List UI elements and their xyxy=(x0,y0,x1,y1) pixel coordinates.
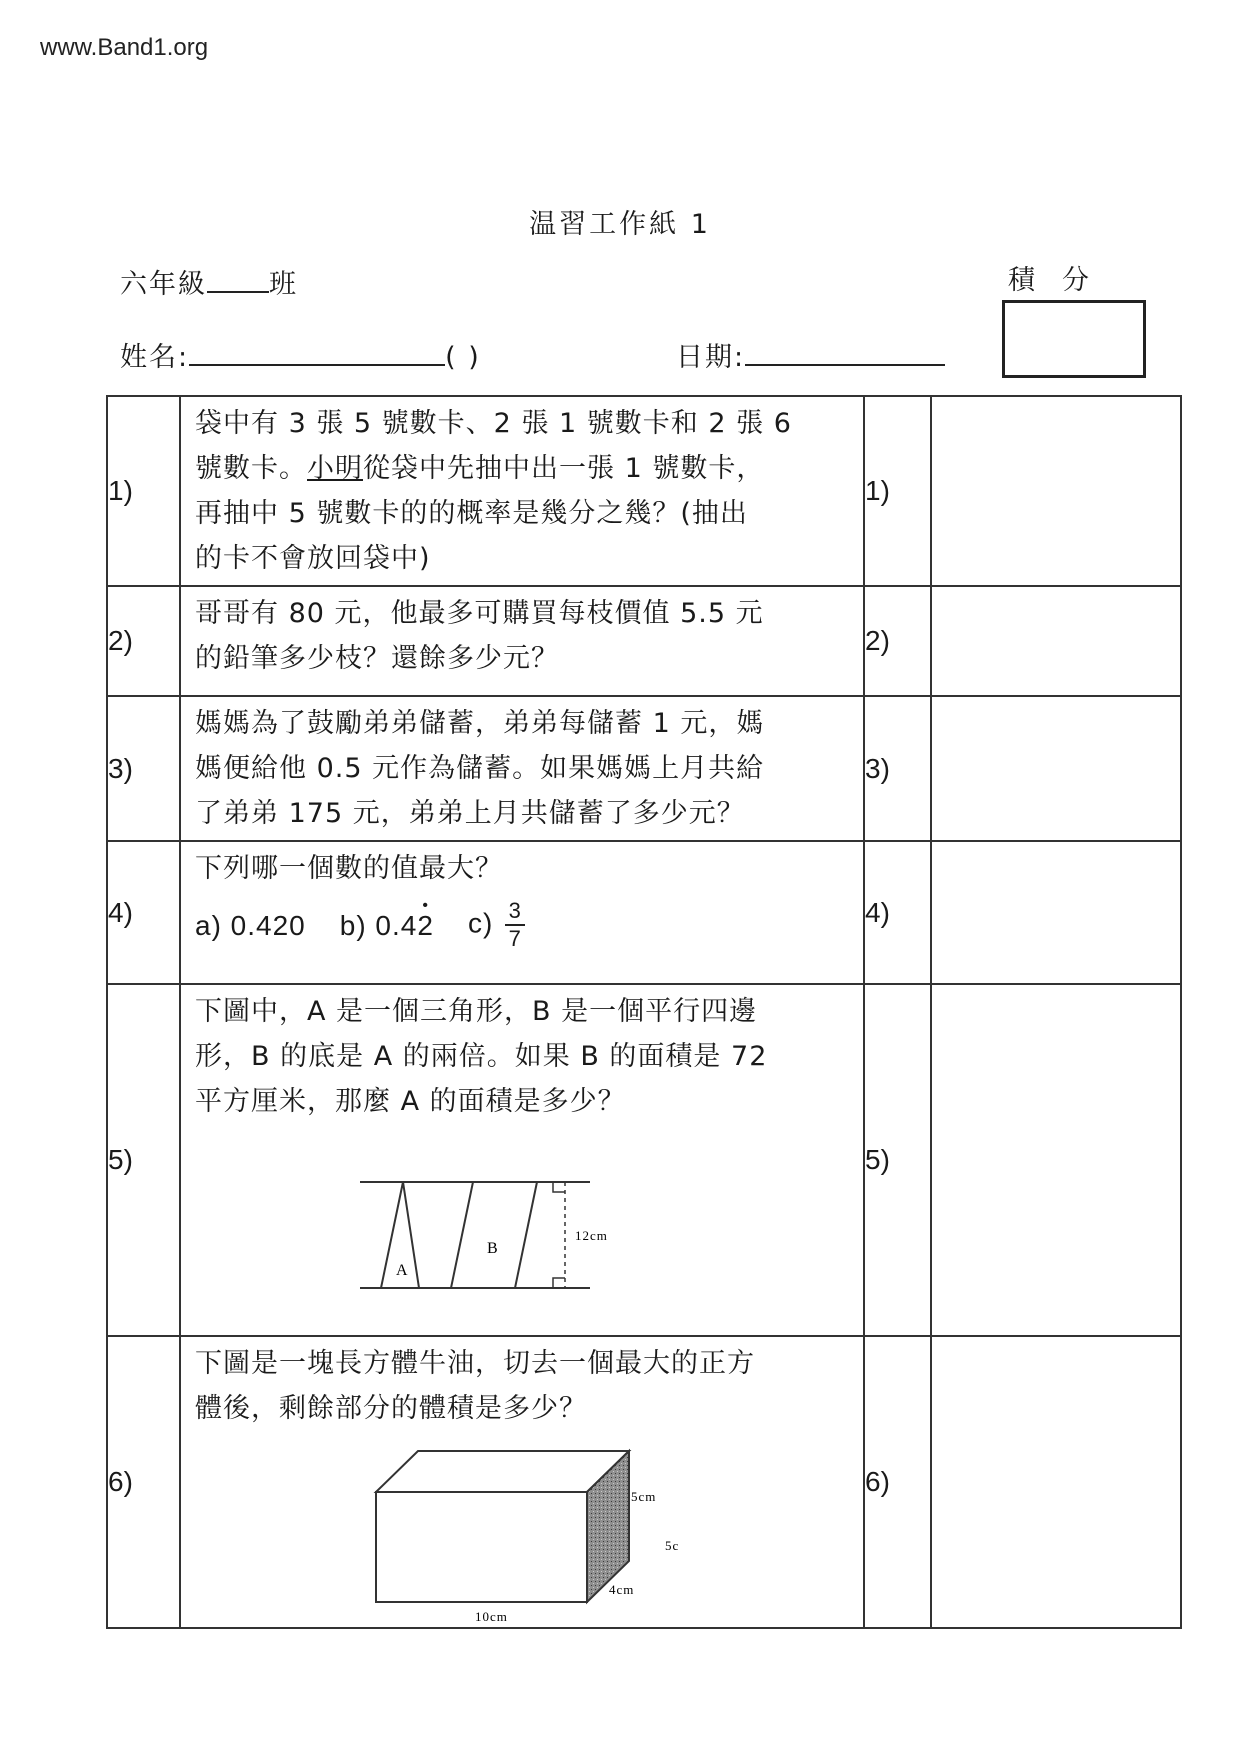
date-blank[interactable] xyxy=(745,340,945,366)
name-label: 姓名: xyxy=(120,342,190,373)
question-text: 哥哥有 80 元，他最多可購買每枝價值 5.5 元 的鉛筆多少枝？還餘多少元？ xyxy=(180,586,864,696)
cuboid-top xyxy=(376,1451,629,1492)
question-row xyxy=(107,841,1181,984)
question-text: 下圖中，A 是一個三角形，B 是一個平行四邊 形，B 的底是 A 的兩倍。如果 B 的面積是 72 平方厘米，那麼 A 的面積是多少？ A B 12cm xyxy=(180,984,864,1336)
answer-cell[interactable] xyxy=(931,586,1181,696)
option-a: a) 0.420 xyxy=(195,909,306,941)
fraction: $\frac{3}{7}$ xyxy=(505,899,525,951)
student-name: 小明 xyxy=(307,453,363,484)
triangle-parallelogram-figure xyxy=(195,1130,855,1310)
cuboid-front xyxy=(376,1492,587,1602)
question-text: 袋中有 3 張 5 號數卡、2 張 1 號數卡和 2 張 6 號數卡。小明從袋中先抽中出一張 1 號數卡， 再抽中 5 號數卡的的概率是幾分之幾？(抽出 的卡不會放回袋中) xyxy=(180,396,864,586)
option-b: b) 0.4 • 2 xyxy=(339,896,434,941)
height-label: 5cm xyxy=(631,1489,657,1504)
option-c: c) $\frac{3}{7}$ xyxy=(468,899,525,951)
cuboid-figure xyxy=(195,1437,855,1624)
name-blank[interactable] xyxy=(189,340,445,366)
answer-label: 1) xyxy=(864,396,931,586)
watermark: www.Band1.org xyxy=(40,34,209,61)
question-row xyxy=(107,984,1181,1336)
label-a: A xyxy=(396,1262,409,1279)
length-label: 10cm xyxy=(475,1609,508,1624)
question-row xyxy=(107,1336,1181,1628)
worksheet-title: 温習工作紙 1 xyxy=(529,209,711,240)
question-number: 2) xyxy=(107,586,180,696)
answer-cell[interactable] xyxy=(931,396,1181,586)
question-row xyxy=(107,396,1181,586)
question-row xyxy=(107,586,1181,696)
question-row xyxy=(107,696,1181,841)
question-number: 1) xyxy=(107,396,180,586)
grade-label: 六年級 xyxy=(120,269,207,300)
answer-cell[interactable] xyxy=(931,1336,1181,1628)
question-text: 媽媽為了鼓勵弟弟儲蓄，弟弟每儲蓄 1 元，媽 媽便給他 0.5 元作為儲蓄。如果媽媽上月共給 了弟弟 175 元，弟弟上月共儲蓄了多少元？ xyxy=(180,696,864,841)
question-text: 下圖是一塊長方體牛油，切去一個最大的正方 體後，剩餘部分的體積是多少？ 5cm 4cm 5c 10cm xyxy=(180,1336,864,1628)
answer-label: 4) xyxy=(864,841,931,984)
depth-label: 4cm xyxy=(609,1582,635,1597)
answer-label: 5) xyxy=(864,984,931,1336)
answer-options xyxy=(195,896,851,951)
class-label: 班 xyxy=(269,269,298,300)
name-line xyxy=(120,335,481,374)
score-box[interactable] xyxy=(1002,300,1146,378)
answer-label: 6) xyxy=(864,1336,931,1628)
answer-label: 3) xyxy=(864,696,931,841)
answer-cell[interactable] xyxy=(931,841,1181,984)
class-blank[interactable] xyxy=(207,267,269,293)
date-line xyxy=(676,335,945,374)
grade-class-line xyxy=(120,262,298,301)
question-table xyxy=(106,395,1182,1629)
question-number: 4) xyxy=(107,841,180,984)
date-label: 日期: xyxy=(676,342,746,373)
question-number: 5) xyxy=(107,984,180,1336)
question-number: 6) xyxy=(107,1336,180,1628)
recurring-dot: • xyxy=(422,896,429,914)
answer-cell[interactable] xyxy=(931,696,1181,841)
height-label: 12cm xyxy=(575,1228,608,1243)
question-number: 3) xyxy=(107,696,180,841)
answer-cell[interactable] xyxy=(931,984,1181,1336)
label-b: B xyxy=(487,1240,499,1257)
answer-label: 2) xyxy=(864,586,931,696)
score-label: 積 分 xyxy=(1008,265,1089,296)
question-text: 下列哪一個數的值最大？ a) 0.420 b) 0.4 • 2 c) $\frac{3}{7}$ xyxy=(180,841,864,984)
class-number-paren: ( ) xyxy=(445,342,481,373)
stray-label: 5c xyxy=(665,1538,680,1553)
